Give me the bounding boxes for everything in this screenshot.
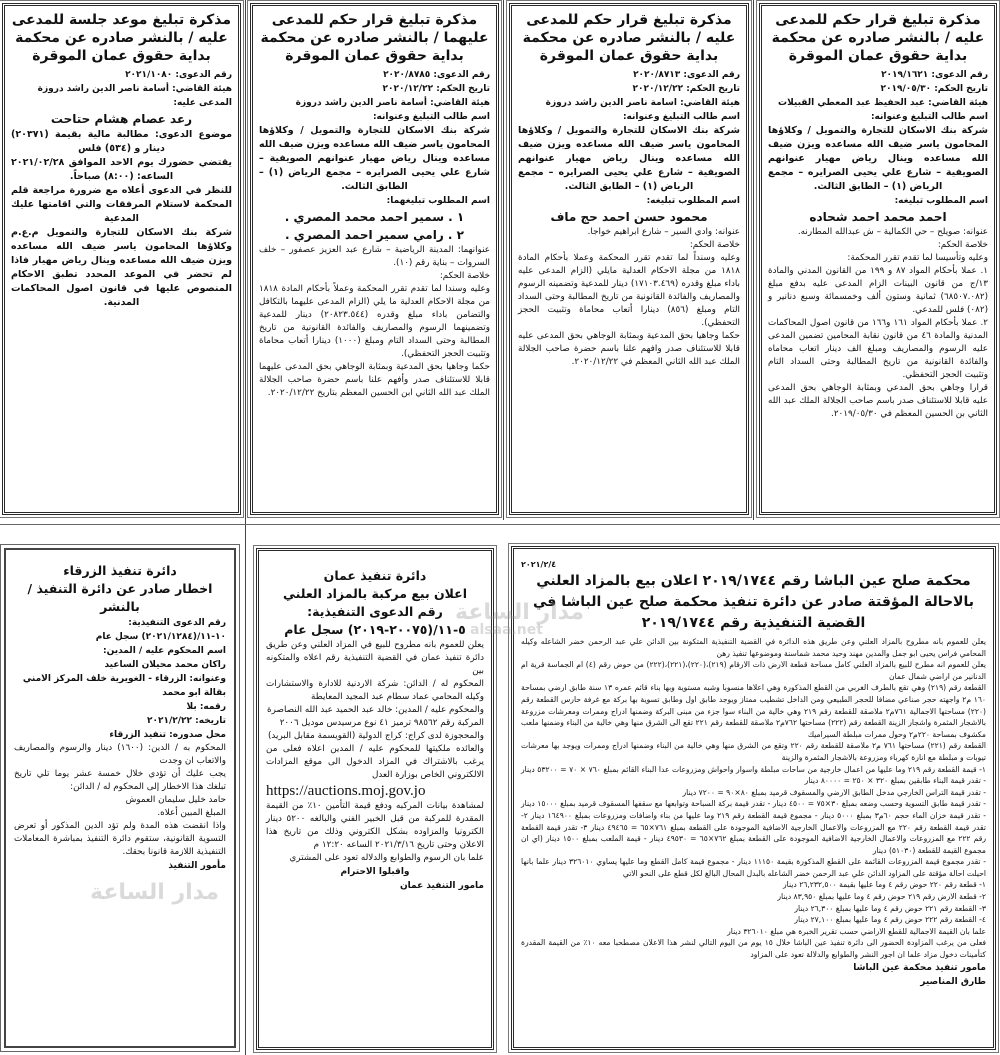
notice-paragraph: والمحجوزة لدى كراج: كراج الدولية (القويسمة مقابل البريد): [267, 731, 484, 741]
notice-hearing-1080: [2, 3, 241, 515]
closing-line: واقبلوا الاحترام: [340, 867, 410, 877]
notice-field: هيئة القاضي: أسامة ناصر الدين راشد دروزة: [295, 98, 490, 108]
notice-paragraph: القطعة رقم (٢١٩) وهي تقع بالطرف الغربي من القطع المذكورة وهي اعلاها منسوبا وشبه مستوية وبها بناء قائم عمره ١٣ سنة طابق ارضي بمساحة ١٦٠ م٢ واجهته حجر صناعي مضافا للحجر الطبيعي ومن الداخل تشطيب ممتاز ويوجد طابق اول وطابق تسوية بها بركة مع غرفة حارس القطعة رقم (٢٢٠) مساحتها الاجمالية ٧٦١م٢ ملاصقة للقطعة رقم ٢١٩ وهي خالية من البناء سوا جزء من مبنى البركة وضمنها ادراج وممرات ومعرشات مزروعة بالاشجار المثمرة واشجار الزينة القطعة رقم (٢٢٢) مساحتها ٧٦٢م٢ ملاصقة للقطعة رقم ٢٢١ تقع الى الشرق منها وهي خالية من البناء وضمنها ملعب مكشوف بمساحة ٢٢٠م٢ وحول ممرات مبلطة السيراميك: [521, 683, 987, 739]
notice-judgment-1621: [759, 3, 997, 515]
notice-paragraph: حكما وجاهيا بحق المدعية وبمثابة الوجاهي بحق المدعى عليه قابلا للاستئناف صدر وافهم علنا باسم حضرة صاحب الجلالة الملك عبد الله الثاني المعظم في ٢٠٢٠/١٢/٢٢.: [518, 331, 740, 367]
notice-ein-albasha-land-auction: [511, 546, 996, 1050]
notice-paragraph: ٢- قطعة الارض رقم ٢١٩ حوض رقم ٤ وما عليها بمبلغ ٨٣,٩٥٠ دينار: [777, 892, 986, 902]
notice-paragraph: لمشاهدة بيانات المركبه ودفع قيمة التأمين ١٠٪ من القيمة المقدرة للمركبة من قبل الخبير الفني والبالغه ٥٢٠٠ دينار الكترونيا والمزاوده بشكل الكتروني وذلك من تاريخ هذا الاعلان وحتى تاريخ ٢٠٢١/٣/١٦ الساعه ١٢:٢٠ م: [266, 801, 484, 850]
notified-person-name: محمود حسن احمد حج ماف: [550, 210, 708, 224]
notice-paragraph: وعليه وسندا لما تقدم تقرر المحكمة وعملاً بأحكام المادة ١٨١٨ من مجلة الاحكام العدلية ما يلي (الزام المدعى عليهما بالتكافل والتضامن باداء مبلغ وقدره (٢٠٨٢٣.٥٤٤) دينار للمدعية وتضمينهما الرسوم والمصاريف والفائدة القانونية من تاريخ المطالبة وحتى السداد التام ومبلغ (١٠٠٠) دينارا أتعاب محاماة وتثبيت الحجز التحفظي).: [259, 284, 490, 359]
notice-paragraph: قرارا وجاهي بحق المدعي وبمثابة الوجاهي بحق المدعى عليه قابلا للاستئناف صدر باسم صاحب الجلالة الملك عبد الله الثاني بن الحسين المعظم في ٢٠١٩/٠٥/٣٠.: [768, 383, 988, 419]
notice-title: مذكرة تبليغ قرار حكم للمدعى عليهما / بالنشر صادره عن محكمة بداية حقوق عمان الموقرة: [260, 12, 489, 64]
requesting-party: شركة بنك الاسكان للتجارة والتمويل / وكلاؤها المحامون ياسر ضيف الله مساعده ويزن ضيف الله مساعده وينال رياض مهيار عنوانهم الصويفية – شارع علي يحيى الصرايره – مجمع الرياض (١) – الطابق الثالث.: [259, 125, 490, 192]
notice-paragraph: يجب عليك أن تؤدي خلال خمسة عشر يوما تلي تاريخ تبلغك هذا الاخطار إلى المحكوم له / الدائن:: [14, 769, 226, 792]
notice-judgment-8713: [509, 3, 749, 515]
notice-title: مذكرة تبليغ قرار حكم للمدعى عليه / بالنشر صادره عن محكمة بداية حقوق عمان الموقرة: [771, 12, 985, 64]
notice-paragraph: حكما وجاهيا بحق المدعية وبمثابة الوجاهي بحق المدعى عليهما قابلا للاستئناف صدر وأفهم علنا باسم حضرة صاحب الجلالة الملك عبد الله الثاني ابن الحسين المعظم بتاريخ ٢٠٢٠/١٢/٢٢.: [259, 362, 490, 398]
notified-person-name: ١ . سمير احمد محمد المصري .: [284, 210, 465, 224]
notified-person-name: احمد محمد احمد شحاده: [809, 210, 947, 224]
notice-paragraph: والعائده ملكيتها للمحكوم عليه / المدين اعلاه فعلى من يرغب بالاشتراك في المزاد الدخول الى موقع المزادات الالكتروني الخاص بوزارة العدل: [266, 744, 484, 780]
requesting-party: للنظر في الدعوى أعلاه مع ضرورة مراجعة قلم المحكمة لاستلام المرفقات والتي اقامتها عليك المدعية: [11, 185, 232, 224]
notice-field: رقم الدعوى: ٢٠٢٠/٨٧٨٥: [383, 70, 490, 80]
notice-paragraph: - تقدر قيمة طابق التسوية وحسب وضعه بمبلغ ٣٠×٧٥ = ٤٥٠٠ دينار - تقدر قيمة بركة السباحة وتوابعها مع سقفها المسقوف قرميد بمبلغ ١٥٠٠٠ دينار - تقدر قيمة خزان الماء حجم ٦٠م٣ بمبلغ ٥٠٠٠ دينار - مجموع قيمة القطعة رقم ٢١٩ وما عليها من بناء واضافات ومزروعات بمبلغ ١٦٤٩٠٠ دينار ٢- تقدر قيمة القطعة رقم ٢٢٠ مع المزروعات والاعمال الخارجية الاضافية الموجودة على القطعة بمبلغ ٧٦١×٦٥ = ٤٩٤٦٥ دينار ٣- تقدر قيمة القطعة رقم ٢٢٢ مع المزروعات والاعمال الخارجية الاضافية الموجودة على القطعة بمبلغ ٧٦٢×٦٥ = ٤٩٥٣٠ دينار - قيمة الملعب بمبلغ ١٥٠٠ دينار (اي ان مجموع القيمة للقطعة (٥١٠٣٠) دينار: [521, 799, 986, 855]
notice-paragraph: والمحكوم عليه / المدين: خالد عبد الحميد عبد الله النصاصرة: [267, 705, 484, 715]
notice-field: رقم الدعوى التنفيذية:: [128, 618, 226, 628]
notice-paragraph: يعلن للعموم بانه مطروح بالمزاد العلني وعن طريق هذه الدائرة في القضية التنفيذية المتكونة بين الدائن علي عبد الرحمن خضر الشاعله وكيله المحامي فراس يحيى ابو جمل والمدين مهند وحيد محمد شماسنة وموضوعها تنفيذ رهن: [521, 637, 986, 658]
notice-paragraph: المبلغ المبين أعلاه.: [157, 808, 226, 818]
notice-paragraph: المحكوم به / الدين: (١٦٠٠) دينار والرسوم والمصاريف والاتعاب ان وجدت: [14, 743, 226, 766]
notice-paragraph: خلاصة الحكم:: [439, 271, 490, 281]
notice-paragraph: عنوانه: وادي السير – شارع ابراهيم خواجا.: [587, 227, 740, 237]
notice-field: تاريخ الحكم: ٢٠١٩/٠٥/٣٠: [880, 84, 988, 94]
notice-paragraph: ٣- القطعة رقم ٢٢١ حوض رقم ٤ وما عليها بمبلغ ٢٦,٣٠٠ دينار: [794, 903, 986, 913]
notice-paragraph: ١- قيمة القطعة رقم ٢١٩ وما عليها من اعمال خارجية من ساحات مبلطة واسوار واحواش ومزروعات عدا البناء القائم بمبلغ ٧٦٠ × ٧٠ = ٥٣٢٠٠ دينار - تقدر قيمة البناء طابقين بمبلغ ٣٢٠ × ٢٥٠ = ٨٠٠٠٠ دينار: [521, 764, 986, 786]
notice-heading: دائرة تنفيذ الزرقاء: [63, 563, 177, 578]
notice-paragraph: ١- قطعة رقم ٢٢٠ حوض رقم ٤ وما عليها بقيمة ٢٦,٢٣٢,٥٠٠ دينار: [783, 880, 986, 890]
notice-field: المدعى عليه:: [173, 98, 232, 108]
row-divider: [0, 524, 1000, 525]
notice-paragraph: ١. عملا بأحكام المواد ٨٧ و ١٩٩ من القانون المدني والمادة ١٣/ج من قانون البينات الزام المدعى عليه بدفع مبلغ (٦٨٥٠٧.٠٨٢) ثمانية وستون ألف وخمسمائة وسبع دنانير و (٠٨٢) فلس للمدعي.: [768, 266, 989, 315]
notice-paragraph: يعلن للعموم انه مطرح للبيع بالمزاد العلني كامل مساحة قطعة الارض ذات الارقام (٢١٩)،(٢٢٠)،(٢٢١)،(٢٢٢) من حوض رقم (٤) ام الجماسة قرية ام الدنانير من اراضي شمال عمان: [521, 660, 986, 681]
notice-heading: اعلان بيع مركبة بالمزاد العلني: [282, 586, 467, 601]
notice-field: رقم الدعوى: ٢٠١٩/١٦٢١: [881, 70, 988, 80]
notice-paragraph: حامد خليل سليمان العموش: [125, 795, 226, 805]
notice-paragraph: - تقدر مجموع قيمة المزروعات القائمة على القطع المذكورة بقيمة ١١١٥٠ دينار - مجموع قيمة كامل القطع وما عليها يساوي ٣٢٦٠١٠ دينار علما بانها احيلت احالة مؤقتة على المزاود الدائن علي عبد الرحمن خضر الشاعله بالبدل المحال البالغ لكل قطع على النحو الاتي: [521, 857, 986, 878]
auction-website-link[interactable]: https://auctions.moj.gov.jo: [266, 783, 426, 799]
signature-line: طارق المناصير: [920, 976, 986, 987]
requesting-party: موضوع الدعوى: مطالبة مالية بقيمة (٢٠٣٧١) دينار و (٥٣٤) فلس: [11, 129, 232, 154]
notice-field: اسم طالب التبليغ وعنوانه:: [870, 112, 988, 122]
notice-judgment-8785: [250, 3, 499, 515]
notice-paragraph: وعليه وسنداً لما تقدم تقرر المحكمة وعملا بأحكام المادة ١٨١٨ من مجلة الاحكام العدلية مايلي (الزام المدعى عليه باداء مبلغ وقدره (١٧١٠٣.٤٦٩) دينار للمدعية وتضمينه الرسوم والمصاريف والفائدة القانونية من تاريخ المطالبة وحتى السداد التام ومبلغ (٨٥٦) دينارا أتعاب محاماة وتثبيت الحجز التحفظي).: [518, 253, 740, 328]
notice-paragraph: ٢. عملا بأحكام المواد ١٦١ و١٦٦ من قانون اصول المحاكمات المدنية والمادة ٤٦ من قانون نقابة المحامين تضمين المدعى عليه الرسوم والمصاريف ومبلغ الف دينار اتعاب محاماه والفائدة القانونية من تاريخ المطالبة وحتى السداد التام وتثبيت الحجز التحفظي.: [768, 318, 989, 380]
notice-field: هيئة القاضي: أسامة ناصر الدين راشد دروزة: [37, 84, 232, 94]
signature-line: مأمور التنفيذ: [168, 861, 226, 871]
notice-title: مذكرة تبليغ قرار حكم للمدعى عليه / بالنشر صادره عن محكمة بداية حقوق عمان الموقرة: [522, 12, 736, 64]
requesting-party: شركة بنك الاسكان للتجارة والتمويل / وكلاؤها المحامون ياسر ضيف الله مساعده ويزن ضيف الله مساعده وينال رياض مهيار عنوانهم الصويفية – شارع علي يحيى الصرايره – مجمع الرياض (١) – الطابق الثالث.: [768, 125, 988, 192]
notice-field: اسم طالب التبليغ وعنوانه:: [372, 112, 490, 122]
notice-title: مذكرة تبليغ موعد جلسة للمدعى عليه / بالنشر صادره عن محكمة بداية حقوق عمان الموقرة: [11, 12, 232, 64]
notice-field: اسم طالب التبليغ وعنوانه:: [622, 112, 740, 122]
watermark-latin: alsaa.net: [470, 622, 543, 638]
notice-field: تاريخ الحكم: ٢٠٢٠/١٢/٢٢: [382, 84, 490, 94]
notice-heading: رقم الدعوى التنفيذية: ٥-١١/(٢٠٠٧٥-٢٠١٩) سجل عام: [284, 604, 466, 637]
notice-field: اسم المطلوب تبليغهما:: [386, 196, 490, 206]
signature-line: مامور التنفيذ عمان: [399, 881, 484, 891]
requesting-party: يقتضي حضورك يوم الاحد الموافق ٢٠٢١/٠٢/٢٨ الساعه: (٨:٠٠) صباحاً.: [11, 157, 232, 182]
notice-zarqa-execution: [4, 548, 236, 1048]
notice-paragraph: عنوانهما: المدينة الرياضية – شارع عبد العزيز عصفور – خلف السروات – بناية رقم (١٠).: [259, 245, 490, 268]
notice-field: تاريخ الحكم: ٢٠٢٠/١٢/٢٢: [632, 84, 740, 94]
notice-paragraph: علما بان القيمة الاجمالية للقطع الاراضي حسب تقرير الخبرة هي مبلغ ٣٢٦٠١٠ دينار: [727, 926, 986, 936]
notice-paragraph: يعلن للعموم بانه مطروح للبيع في المزاد العلني وعن طريق دائرة تنفيذ عمان في القضية التنفيذية رقم اعلاه والمتكونه بين: [266, 640, 484, 676]
notice-heading: دائرة تنفيذ عمان: [323, 568, 427, 583]
notice-field: محل صدوره: تنفيذ الزرقاء: [109, 730, 226, 740]
notice-paragraph: المركبة رقم ٩٨٥٦٢ ترميز ٤١ نوع مرسيدس موديل ٢٠٠٦: [279, 718, 484, 728]
notice-field: تاريخه: ٢٠٢١/٢/٢٢: [146, 716, 226, 726]
notice-field: اسم المطلوب تبليغه:: [646, 196, 740, 206]
notice-paragraph: خلاصة الحكم:: [937, 240, 988, 250]
notified-person-name: رعد عصام هشام حتاحت: [50, 112, 193, 126]
notice-field: رقمه: بلا: [186, 702, 226, 712]
notice-field: اسم المحكوم عليه / المدين:: [103, 646, 226, 656]
notice-paragraph: واذا انقضت هذه المدة ولم تؤد الدين المذكور أو تعرض التسوية القانونية، ستقوم دائرة التنفيذ بمباشرة المعاملات التنفيذية اللازمة قانونا بحقك.: [14, 821, 226, 857]
notice-paragraph: - تقدر قيمة التراس الخارجي مدخل الطابق الارضي والمسقوف قرميد بمبلغ ٨٠×٩٠ = ٧٢٠٠ دينار: [682, 787, 986, 797]
notice-paragraph: وعليه وتأسيسا لما تقدم تقرر المحكمة:: [847, 253, 988, 263]
notice-title: محكمة صلح عين الباشا رقم ٢٠١٩/١٧٤٤ اعلان بيع بالمزاد العلني بالاحالة المؤقتة صادر عن دائرة تنفيذ محكمة صلح عين الباشا في القضية التنفيذية رقم ٢٠١٩/١٧٤٤: [533, 573, 974, 631]
column-divider: [245, 0, 246, 1055]
notice-paragraph: المحكوم له / الدائن: شركة الاردنية للادارة والاستشارات وكيله المحامي عماد سطام عبد المجيد المعايطة: [266, 679, 484, 702]
notice-field: هيئة القاضي: اسامة ناصر الدين راشد دروزة: [545, 98, 740, 108]
notice-field: هيئة القاضي: عبد الحفيظ عبد المعطي القبيلات: [778, 98, 988, 108]
notice-date: ٢٠٢١/٢/٤: [521, 560, 557, 569]
column-divider: [753, 0, 754, 520]
notice-field: رقم الدعوى: ٢٠٢٠/٨٧١٣: [633, 70, 740, 80]
notice-amman-vehicle-auction: [256, 548, 494, 1050]
signature-line: مامور تنفيذ محكمة عين الباشا: [853, 962, 986, 973]
notified-person-name: ٢ . رامي سمير احمد المصري .: [284, 228, 464, 242]
notice-field: ١٠-١١/(٢٠٢١/١٢٨٤) سجل عام: [95, 632, 226, 642]
notice-field: وعنوانه: الزرقاء - الغويرية خلف المركز الامني بقالة ابو محمد: [22, 674, 226, 698]
notice-field: رقم الدعوى: ٢٠٢١/١٠٨٠: [125, 70, 232, 80]
notice-field: اسم المطلوب تبليغه:: [894, 196, 988, 206]
notice-paragraph: خلاصة الحكم:: [689, 240, 740, 250]
requesting-party: شركة بنك الاسكان للتجارة والتمويل م.ع.م وكلاؤها المحامون ياسر ضيف الله مساعده ويزن ضيف الله مساعده وينال رياض مهيار فاذا لم تحضر في الموعد المحدد تطبق الاحكام المنصوص عليها في قانون اصول المحاكمات المدنية.: [11, 227, 232, 308]
watermark: مدار الساعة: [455, 600, 585, 625]
column-divider: [503, 0, 504, 520]
requesting-party: شركة بنك الاسكان للتجارة والتمويل / وكلاؤها المحامون ياسر ضيف الله مساعده ويزن ضيف الله مساعده وينال رياض مهيار عنوانهم الصويفية – شارع علي يحيى الصرايره – مجمع الرياض (١) – الطابق الثالث.: [518, 125, 740, 192]
notice-paragraph: علما بان الرسوم والطوابع والدلاله تعود على المشتري: [289, 853, 484, 863]
watermark: مدار الساعة: [90, 880, 220, 905]
notice-paragraph: ٤- القطعة رقم ٢٢٢ حوض رقم ٤ وما عليها بمبلغ ٢٧,١٠٠ دينار: [794, 915, 986, 925]
notice-paragraph: عنوانه: صويلح – حي الكمالية – ش عبدالله المطارنه.: [797, 227, 988, 237]
notice-paragraph: فعلى من يرغب المزاودة الحضور الى دائرة تنفيذ عين الباشا خلال ١٥ يوم من اليوم التالي لنشر هذا الاعلان مصطحبا معه ١٠٪ من القيمة المقدرة كتأمينات دخول مزاد علما ان اجور النشر والطوابع والدلالة تعود على المزاود: [521, 938, 986, 960]
notice-heading: اخطار صادر عن دائرة التنفيذ / بالنشر: [27, 581, 213, 614]
notice-field: راكان محمد محيلان الساعيد: [104, 660, 226, 670]
notice-paragraph: القطعة رقم (٢٢١) مساحتها ٧٦١ م٢ ملاصقة للقطعة رقم ٢٢٠ وتقع من الشرق منها وهي خالية من البناء وضمنها ادراج وممرات ويوجد بها معرشات تيوبات و مبلطة مع انارة كهرباء ومزروعة بالاشجار المثمرة والزينة: [521, 741, 986, 762]
